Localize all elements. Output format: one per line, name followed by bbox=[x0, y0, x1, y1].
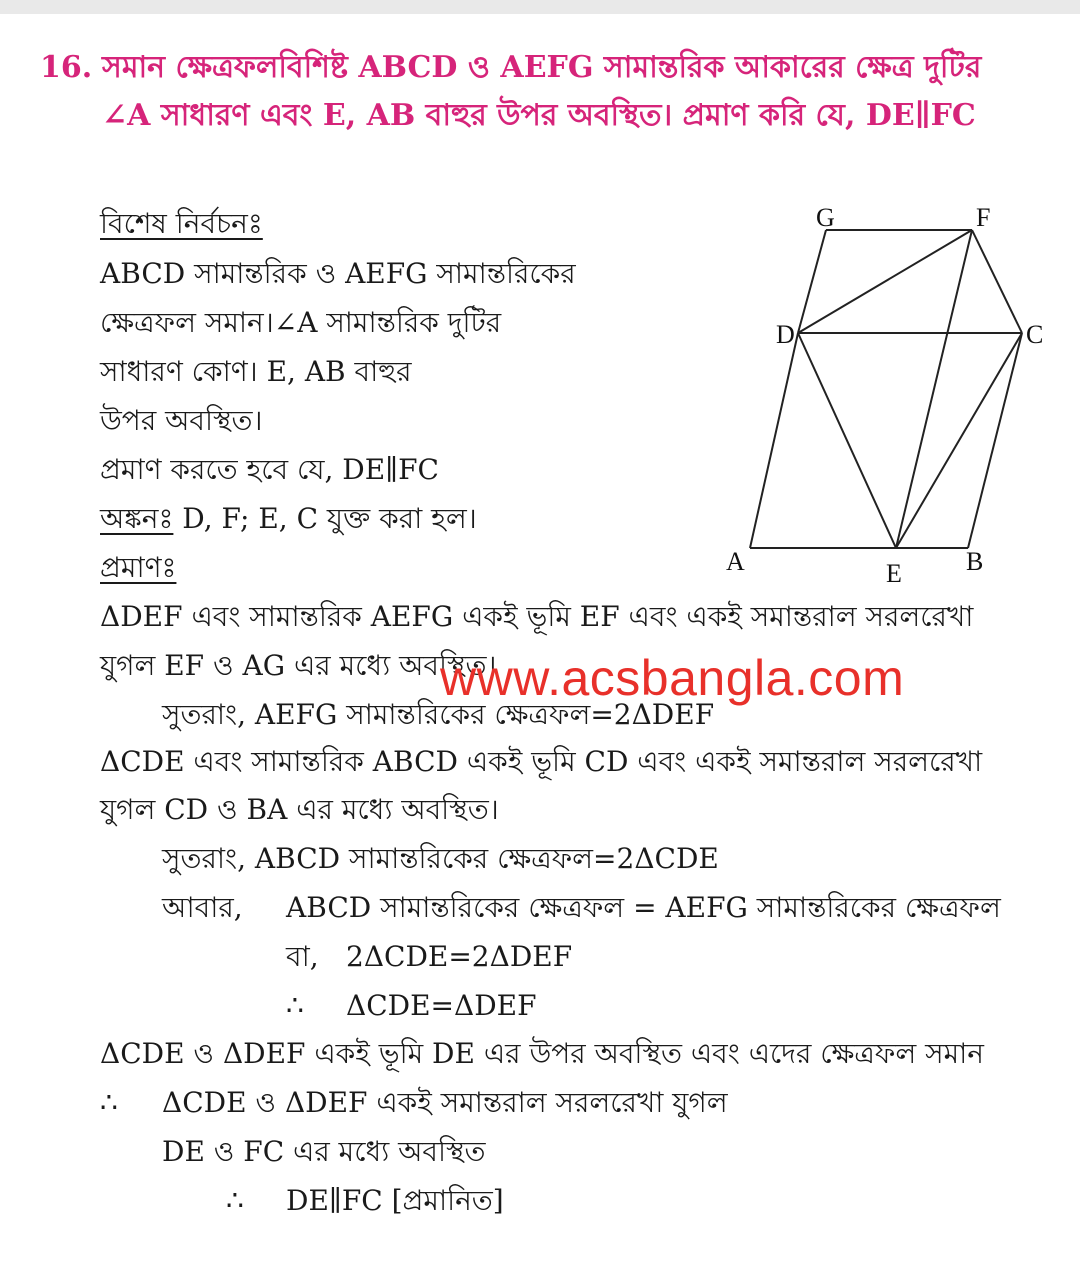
again-text: ABCD সামান্তরিকের ক্ষেত্রফল = AEFG সামান্তরিকের ক্ষেত্রফল bbox=[286, 891, 1001, 924]
side-DG bbox=[798, 230, 826, 333]
proof-line-3: সুতরাং, AEFG সামান্তরিকের ক্ষেত্রফল=2ΔDEF bbox=[162, 698, 715, 731]
label-G: G bbox=[816, 203, 835, 232]
therefore-text-2: ΔCDE ও ΔDEF একই সমান্তরাল সরলরেখা যুগল bbox=[162, 1086, 728, 1119]
watermark-url: www.acsbangla.com bbox=[440, 650, 905, 706]
or-label: বা, bbox=[286, 940, 319, 973]
proof-line-5: যুগল CD ও BA এর মধ্যে অবস্থিত। bbox=[100, 793, 499, 826]
segment-DE bbox=[798, 333, 896, 548]
proof-line-4: ΔCDE এবং সামান্তরিক ABCD একই ভূমি CD এবং একই সমান্তরাল সরলরেখা bbox=[100, 745, 983, 778]
label-A: A bbox=[726, 547, 745, 576]
special-line-1: ABCD সামান্তরিক ও AEFG সামান্তরিকের bbox=[100, 257, 576, 290]
label-B: B bbox=[966, 547, 984, 576]
again-label: আবার, bbox=[162, 891, 243, 924]
special-heading: বিশেষ নির্বচনঃ bbox=[100, 207, 263, 240]
question-line-2: ∠A সাধারণ এবং E, AB বাহুর উপর অবস্থিত। প্রমাণ করি যে, DE∥FC bbox=[102, 98, 976, 133]
top-status-strip bbox=[0, 0, 1080, 14]
therefore-text-1: ΔCDE=ΔDEF bbox=[346, 989, 537, 1022]
construction-text: D, F; E, C যুক্ত করা হল। bbox=[173, 502, 477, 535]
proof-line-6: সুতরাং, ABCD সামান্তরিকের ক্ষেত্রফল=2ΔCDE bbox=[162, 842, 719, 875]
question-text-1: সমান ক্ষেত্রফলবিশিষ্ট ABCD ও AEFG সামান্তরিক আকারের ক্ষেত্র দুটির bbox=[102, 50, 982, 85]
label-E: E bbox=[886, 559, 902, 588]
segment-EC bbox=[896, 333, 1022, 548]
therefore-symbol-1: ∴ bbox=[286, 989, 304, 1022]
therefore-symbol-3: ∴ bbox=[226, 1184, 244, 1217]
side-AD bbox=[750, 333, 798, 548]
segment-FC bbox=[972, 230, 1022, 333]
diagram-lines bbox=[750, 230, 1022, 548]
proof-heading: প্রমাণঃ bbox=[100, 551, 177, 584]
construction-line bbox=[100, 501, 477, 537]
proof-line-1: ΔDEF এবং সামান্তরিক AEFG একই ভূমি EF এবং একই সমান্তরাল সরলরেখা bbox=[100, 600, 974, 633]
label-F: F bbox=[976, 203, 991, 232]
question-title bbox=[40, 44, 1060, 140]
side-BC bbox=[968, 333, 1022, 548]
therefore-symbol-2: ∴ bbox=[100, 1086, 118, 1119]
parallelogram-diagram bbox=[700, 190, 1060, 590]
side-EF bbox=[896, 230, 972, 548]
proof-line-2: যুগল EF ও AG এর মধ্যে অবস্থিত। bbox=[100, 649, 497, 682]
label-D: D bbox=[776, 320, 795, 349]
to-prove-line: প্রমাণ করতে হবে যে, DE∥FC bbox=[100, 453, 439, 486]
or-text: 2ΔCDE=2ΔDEF bbox=[346, 940, 573, 973]
segment-DF bbox=[798, 230, 972, 333]
therefore-text-2-cont: DE ও FC এর মধ্যে অবস্থিত bbox=[162, 1135, 486, 1168]
question-number: 16. bbox=[40, 50, 93, 85]
construction-heading: অঙ্কনঃ bbox=[100, 502, 174, 535]
special-line-2: ক্ষেত্রফল সমান।∠A সামান্তরিক দুটির bbox=[100, 306, 502, 339]
label-C: C bbox=[1026, 320, 1044, 349]
question-line-1 bbox=[40, 44, 1060, 92]
special-line-4: উপর অবস্থিত। bbox=[100, 404, 263, 437]
conclusion-text: DE∥FC [প্রমানিত] bbox=[286, 1184, 504, 1217]
special-line-3: সাধারণ কোণ। E, AB বাহুর bbox=[100, 355, 412, 388]
common-base-line: ΔCDE ও ΔDEF একই ভূমি DE এর উপর অবস্থিত এবং এদের ক্ষেত্রফল সমান bbox=[100, 1037, 984, 1070]
